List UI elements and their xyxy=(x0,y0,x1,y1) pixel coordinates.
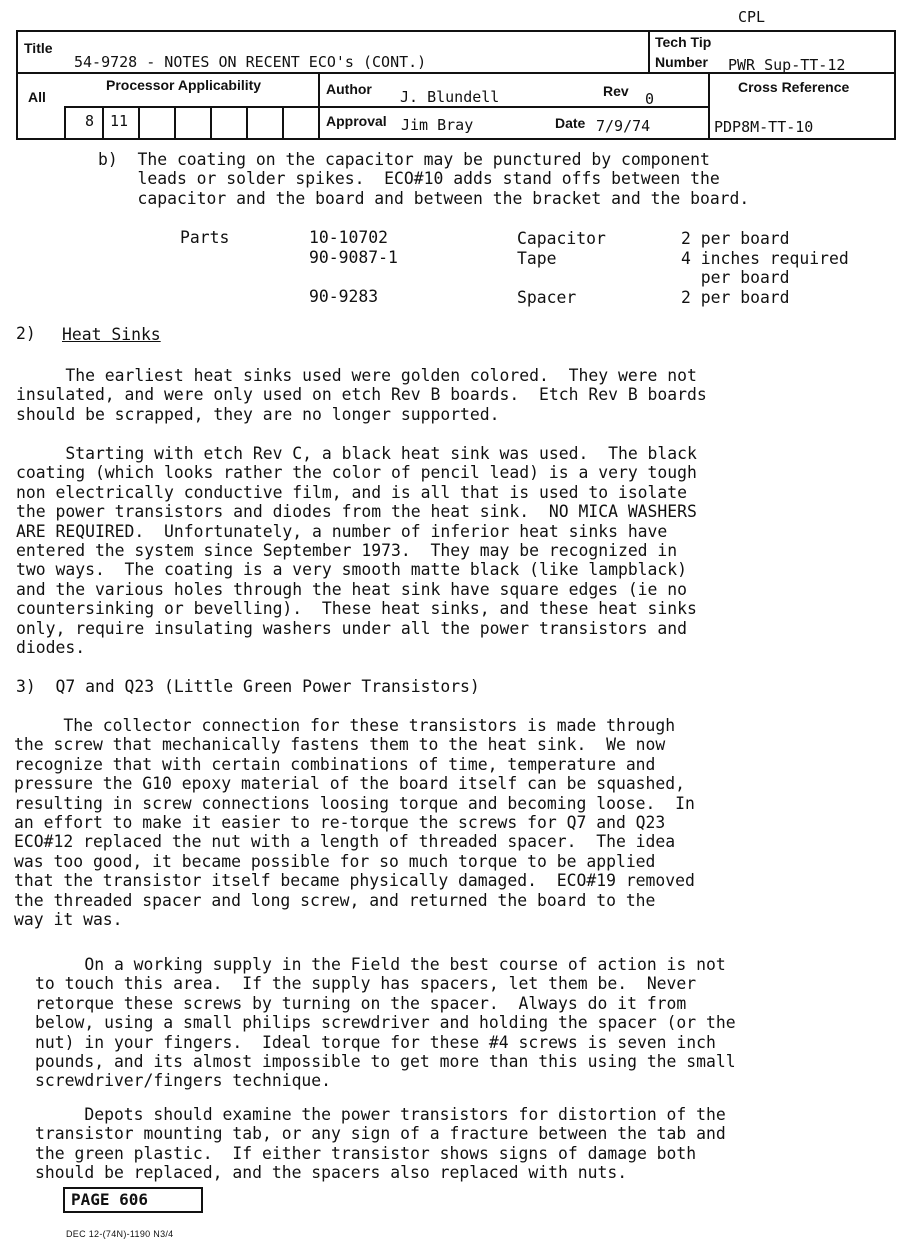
rev-label: Rev xyxy=(603,83,629,99)
cross-reference-value: PDP8M-TT-10 xyxy=(714,118,814,136)
top-mark: CPL xyxy=(738,8,766,26)
page-number-box: PAGE 606 xyxy=(63,1187,203,1213)
part-quantity: 4 inches required per board xyxy=(681,249,849,288)
all-label: All xyxy=(28,89,46,105)
processor-value-8: 8 xyxy=(85,112,95,130)
paragraph-b: b) The coating on the capacitor may be punctured by component leads or solder spikes. ECO#10 adds stand offs between the capacitor and the board and between the bracket and the board. xyxy=(98,150,750,208)
section-2-paragraph-1: The earliest heat sinks used were golden colored. They were not insulated, and were only used on etch Rev B boards. Etch Rev B boards should be scrapped, they are no longer supported. xyxy=(16,366,707,424)
section-2-heading: Heat Sinks xyxy=(62,325,161,344)
approval-label: Approval xyxy=(326,113,387,129)
part-number: 90-9087-1 xyxy=(309,248,398,267)
part-number: 90-9283 xyxy=(309,287,379,306)
title-value: 54-9728 - NOTES ON RECENT ECO's (CONT.) xyxy=(74,53,427,71)
author-label: Author xyxy=(326,81,372,97)
number-label: Number xyxy=(655,54,708,70)
rev-value: 0 xyxy=(645,90,655,108)
part-name: Tape xyxy=(517,249,557,268)
tech-tip-label: Tech Tip xyxy=(655,34,712,50)
section-3-paragraph-1: The collector connection for these transistors is made through the screw that mechanically fastens them to the heat sink. We now recognize that with certain combinations of time, temperature and pressure the G10 epoxy material of the board itself can be squashed, resulting in screw connections loosing torque and becoming loose. In an effort to make it easier to re-torque the screws for Q7 and Q23 ECO#12 replaced the nut with a length of threaded spacer. The idea was too good, it became possible for so much torque to be applied that the transistor itself became physically damaged. ECO#19 removed the threaded spacer and long screw, and returned the board to the way it was. xyxy=(14,716,695,930)
section-3-paragraph-3: Depots should examine the power transistors for distortion of the transistor mounting tab, or any sign of a fracture between the tab and the green plastic. If either transistor shows signs of damage both should be replaced, and the spacers also replaced with nuts. xyxy=(35,1105,726,1183)
date-value: 7/9/74 xyxy=(596,117,651,135)
header-form xyxy=(16,30,896,140)
part-name: Spacer xyxy=(517,288,577,307)
part-quantity: 2 per board xyxy=(681,229,790,248)
title-label: Title xyxy=(24,40,53,56)
parts-label: Parts xyxy=(180,228,230,247)
section-3-heading: 3) Q7 and Q23 (Little Green Power Transistors) xyxy=(16,677,480,696)
tech-tip-number: PWR Sup-TT-12 xyxy=(728,56,846,74)
section-2-paragraph-2: Starting with etch Rev C, a black heat sink was used. The black coating (which looks rather the color of pencil lead) is a very tough non electrically conductive film, and is all that is used to isolate the power transistors and diodes from the heat sink. NO MICA WASHERS ARE REQUIRED. Unfortunately, a number of inferior heat sinks have entered the system since September 1973. They may be recognized in two ways. The coating is a very smooth matte black (like lampblack) and the various holes through the heat sink have square edges (ie no countersinking or bevelling). These heat sinks, and these heat sinks only, require insulating washers under all the power transistors and diodes. xyxy=(16,444,697,658)
date-label: Date xyxy=(555,115,586,131)
section-2-number: 2) xyxy=(16,324,36,343)
form-code: DEC 12-(74N)-1190 N3/4 xyxy=(66,1229,174,1239)
part-quantity: 2 per board xyxy=(681,288,790,307)
author-value: J. Blundell xyxy=(400,88,500,106)
part-name: Capacitor xyxy=(517,229,606,248)
part-number: 10-10702 xyxy=(309,228,388,247)
section-3-paragraph-2: On a working supply in the Field the best course of action is not to touch this area. If the supply has spacers, let them be. Never retorque these screws by turning on the spacer. Always do it from below, using a small philips screwdriver and holding the spacer (or the nut) in your fingers. Ideal torque for these #4 screws is seven inch pounds, and its almost impossible to get more than this using the small screwdriver/fingers technique. xyxy=(35,955,736,1091)
processor-label: Processor Applicability xyxy=(106,77,262,93)
approval-value: Jim Bray xyxy=(401,116,474,134)
processor-value-11: 11 xyxy=(110,112,129,130)
cross-reference-label: Cross Reference xyxy=(738,79,850,95)
